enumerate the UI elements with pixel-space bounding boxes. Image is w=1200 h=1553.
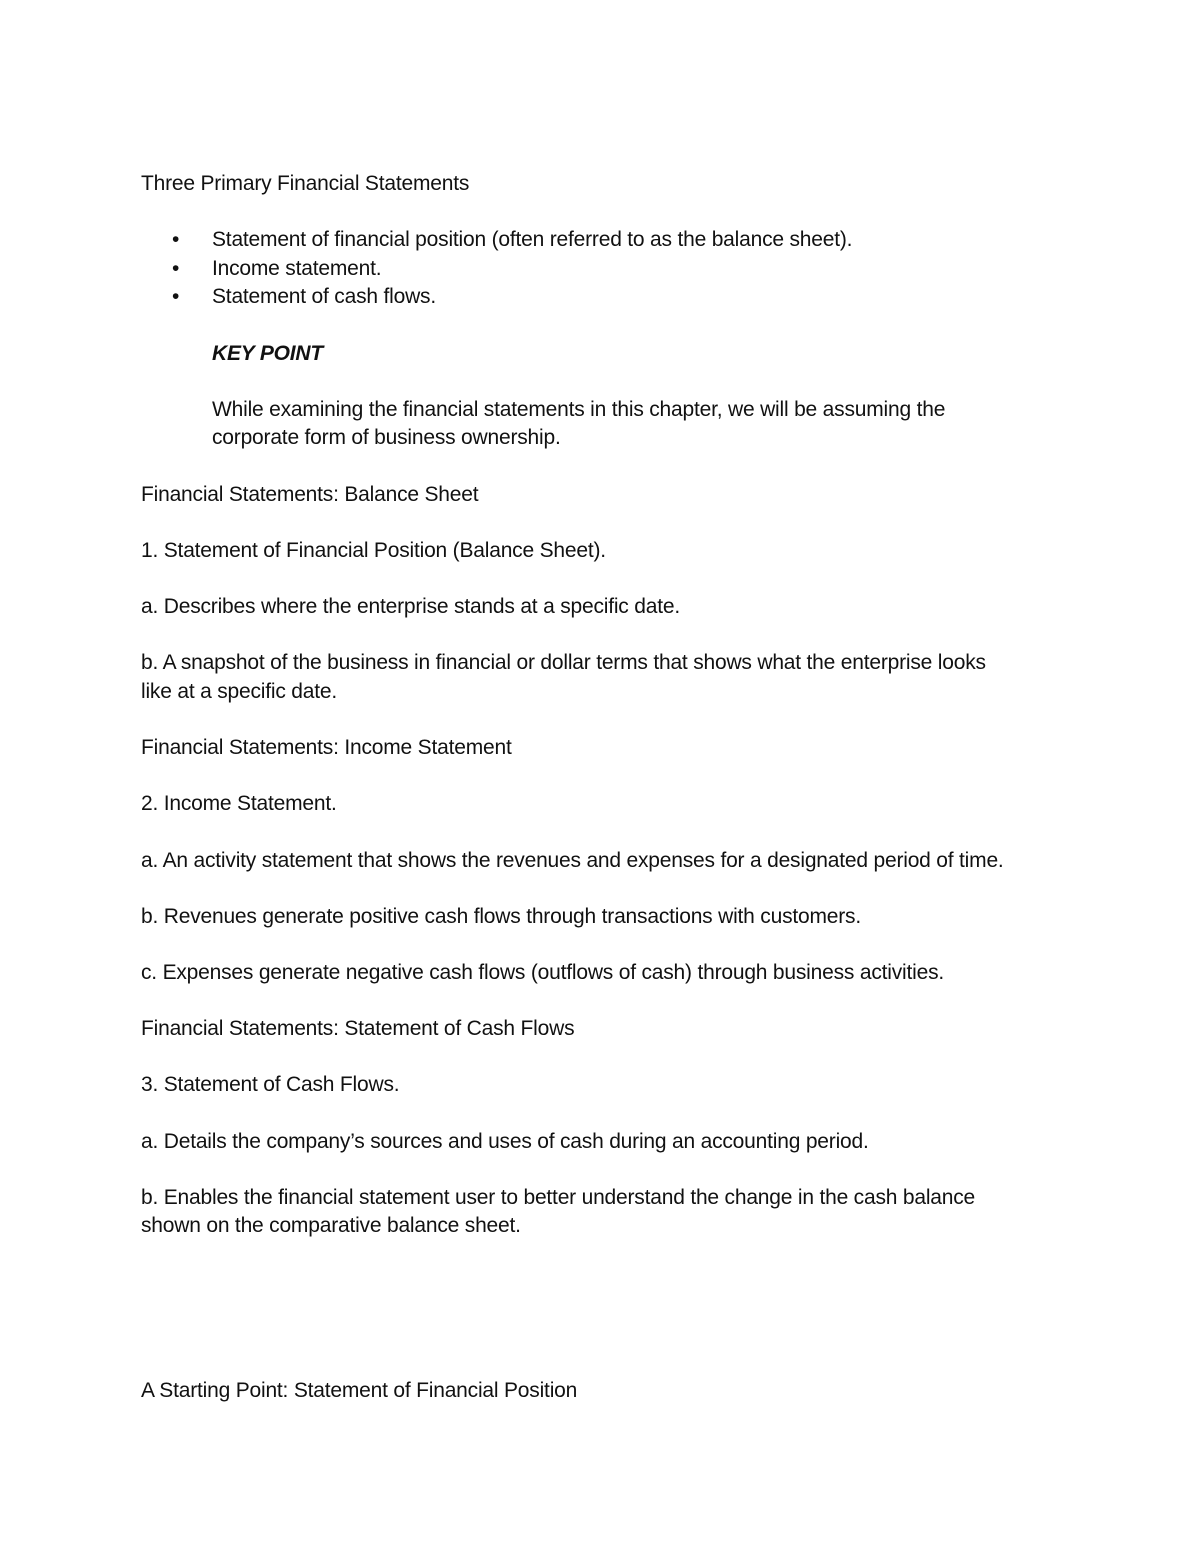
bullet-marker: • <box>172 257 180 280</box>
balance-sheet-point-a: a. Describes where the enterprise stands at a specific date. <box>141 595 680 618</box>
section-heading-balance-sheet: Financial Statements: Balance Sheet <box>141 483 479 506</box>
income-statement-item: 2. Income Statement. <box>141 792 337 815</box>
key-point-text-line-2: corporate form of business ownership. <box>212 426 561 449</box>
bullet-item-income-statement: Income statement. <box>212 257 382 280</box>
key-point-text-line-1: While examining the financial statements in this chapter, we will be assuming the <box>212 398 946 421</box>
income-statement-point-a: a. An activity statement that shows the revenues and expenses for a designated period of time. <box>141 849 1004 872</box>
key-point-label: KEY POINT <box>212 342 324 365</box>
section-heading-cash-flows: Financial Statements: Statement of Cash Flows <box>141 1017 575 1040</box>
bullet-item-cash-flows: Statement of cash flows. <box>212 285 436 308</box>
section-heading-primary-statements: Three Primary Financial Statements <box>141 172 470 195</box>
balance-sheet-point-b-line-2: like at a specific date. <box>141 680 337 703</box>
income-statement-point-c: c. Expenses generate negative cash flows (outflows of cash) through business activities. <box>141 961 944 984</box>
section-heading-starting-point: A Starting Point: Statement of Financial Position <box>141 1379 578 1402</box>
balance-sheet-point-b-line-1: b. A snapshot of the business in financial or dollar terms that shows what the enterprise looks <box>141 651 986 674</box>
bullet-marker: • <box>172 228 180 251</box>
bullet-item-financial-position: Statement of financial position (often referred to as the balance sheet). <box>212 228 853 251</box>
section-heading-income-statement: Financial Statements: Income Statement <box>141 736 512 759</box>
cash-flows-item: 3. Statement of Cash Flows. <box>141 1073 400 1096</box>
cash-flows-point-b-line-2: shown on the comparative balance sheet. <box>141 1214 521 1237</box>
cash-flows-point-b-line-1: b. Enables the financial statement user to better understand the change in the cash balance <box>141 1186 976 1209</box>
bullet-marker: • <box>172 285 180 308</box>
cash-flows-point-a: a. Details the company’s sources and uses of cash during an accounting period. <box>141 1130 869 1153</box>
balance-sheet-item: 1. Statement of Financial Position (Balance Sheet). <box>141 539 606 562</box>
income-statement-point-b: b. Revenues generate positive cash flows through transactions with customers. <box>141 905 861 928</box>
